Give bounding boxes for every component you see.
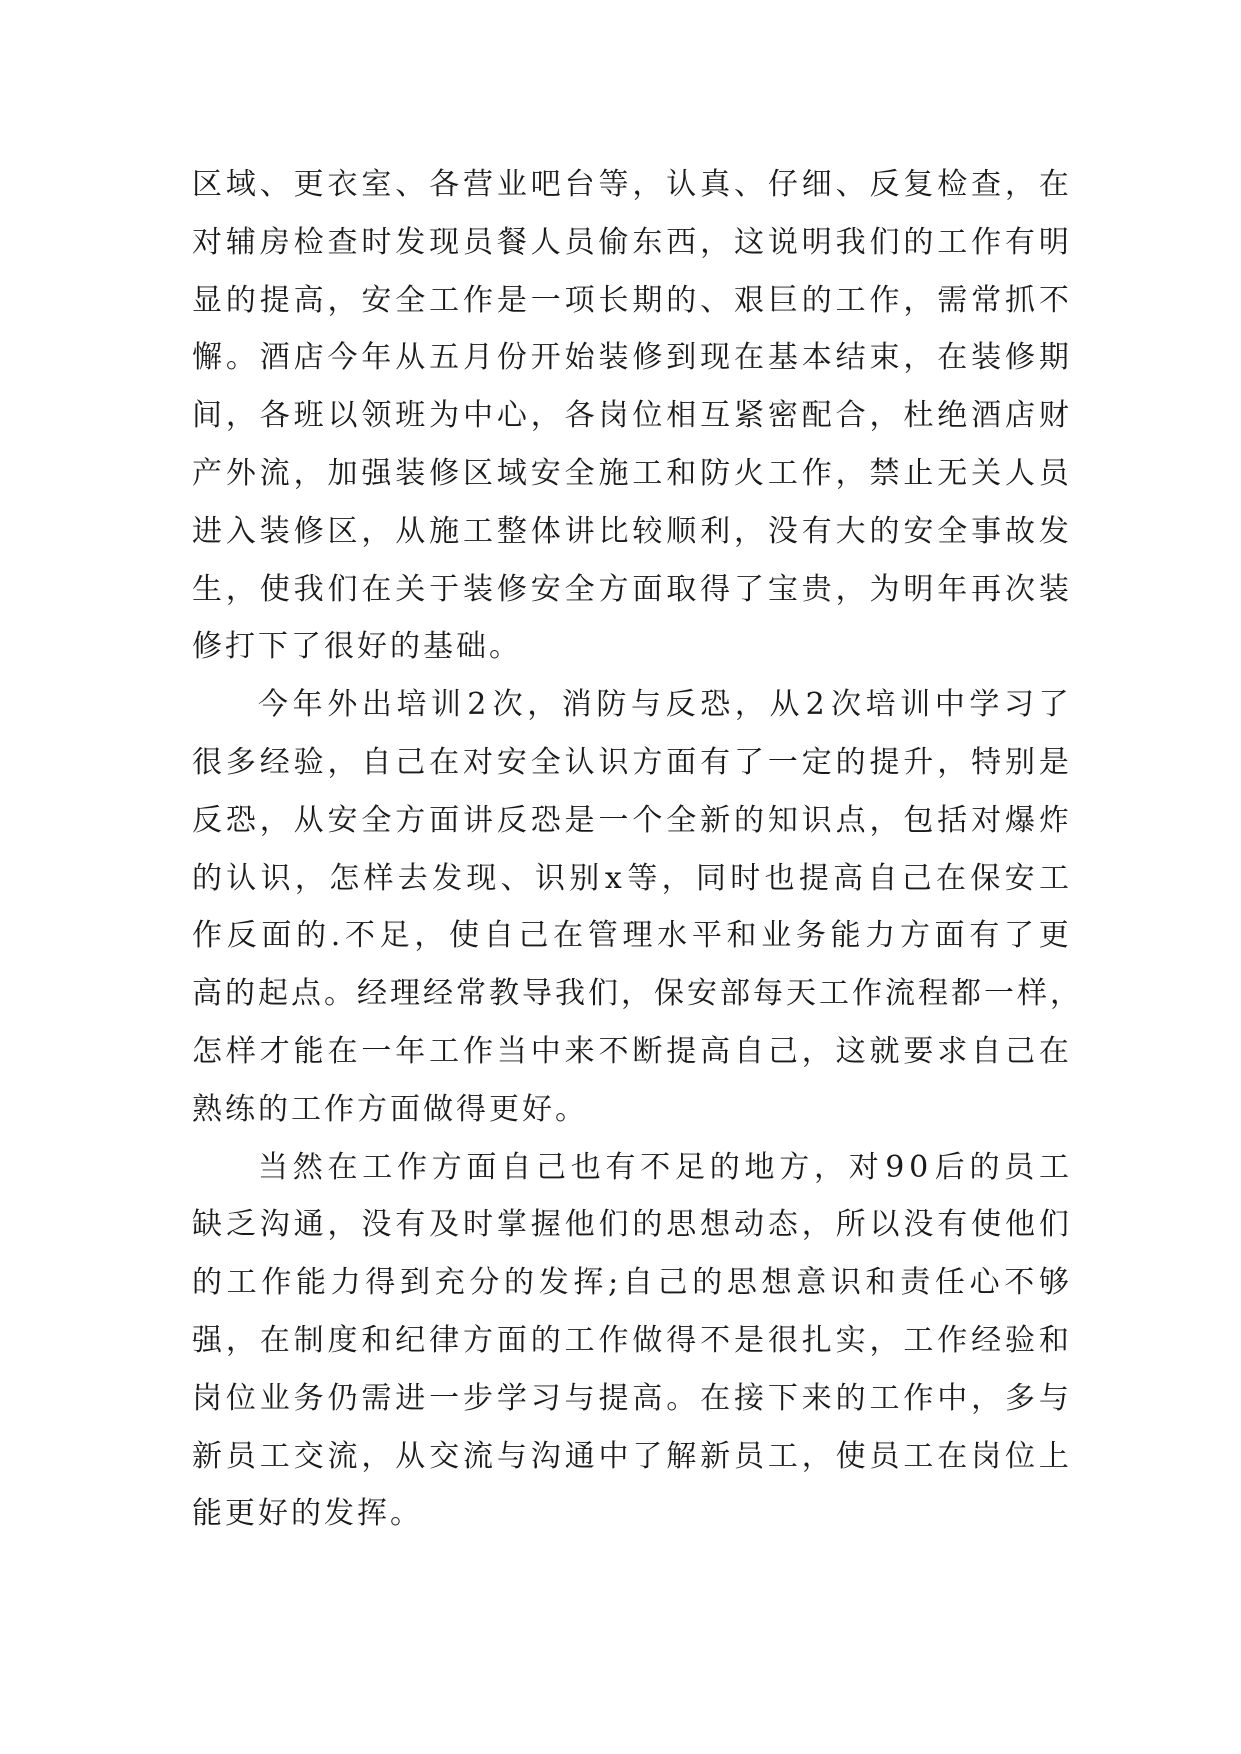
document-body: [192, 156, 1083, 1543]
paragraph-line: 反 恐 ， 从 安 全 方 面 讲 反 恐 是 一 个 全 新 的 知 识 点 ， 包 括 对 爆 炸: [192, 802, 1072, 838]
paragraph-line: 岗 位 业 务 仍 需 进 一 步 学 习 与 提 高 。 在 接 下 来 的 工 作 中 ， 多 与: [192, 1380, 1072, 1416]
paragraph-line: 新 员 工 交 流 ， 从 交 流 与 沟 通 中 了 解 新 员 工 ， 使 员 工 在 岗 位 上: [192, 1438, 1072, 1474]
paragraph-3: [192, 1139, 1072, 1544]
paragraph-line: 高 的 起 点 。 经 理 经 常 教 导 我 们 ， 保 安 部 每 天 工 作 流 程 都 一 样 ，: [192, 976, 1083, 1012]
paragraph-line: 对 辅 房 检 查 时 发 现 员 餐 人 员 偷 东 西 ， 这 说 明 我 们 的 工 作 有 明: [192, 224, 1072, 260]
paragraph-line: 当 然 在 工 作 方 面 自 己 也 有 不 足 的 地 方 ， 对 9 0 后 的 员 工: [258, 1149, 1072, 1185]
paragraph-line: 生 ， 使 我 们 在 关 于 装 修 安 全 方 面 取 得 了 宝 贵 ， 为 明 年 再 次 装: [192, 571, 1072, 607]
paragraph-line: 今 年 外 出 培 训 2 次 ， 消 防 与 反 恐 ， 从 2 次 培 训 中 学 习 了: [258, 687, 1072, 723]
paragraph-line: 间 ， 各 班 以 领 班 为 中 心 ， 各 岗 位 相 互 紧 密 配 合 ， 杜 绝 酒 店 财: [192, 398, 1072, 434]
paragraph-line: 作 反 面 的 . 不 足 ， 使 自 己 在 管 理 水 平 和 业 务 能 力 方 面 有 了 更: [192, 918, 1072, 954]
paragraph-line: 缺 乏 沟 通 ， 没 有 及 时 掌 握 他 们 的 思 想 动 态 ， 所 以 没 有 使 他 们: [192, 1207, 1072, 1243]
paragraph-line: 修打下了很好的基础。: [192, 629, 522, 665]
paragraph-1: [192, 156, 1072, 676]
paragraph-line: 区 域 、 更 衣 室 、 各 营 业 吧 台 等 ， 认 真 、 仔 细 、 反 复 检 查 ， 在: [192, 167, 1072, 202]
paragraph-line: 的 认 识 ， 怎 样 去 发 现 、 识 别 x 等 ， 同 时 也 提 高 自 己 在 保 安 工: [192, 860, 1072, 896]
paragraph-line: 产 外 流 ， 加 强 装 修 区 域 安 全 施 工 和 防 火 工 作 ， 禁 止 无 关 人 员: [192, 455, 1072, 491]
paragraph-line: 很 多 经 验 ， 自 己 在 对 安 全 认 识 方 面 有 了 一 定 的 提 升 ， 特 别 是: [192, 744, 1072, 780]
paragraph-line: 强 ， 在 制 度 和 纪 律 方 面 的 工 作 做 得 不 是 很 扎 实 ， 工 作 经 验 和: [192, 1322, 1072, 1358]
paragraph-line: 能更好的发挥。: [192, 1496, 423, 1532]
paragraph-line: 懈 。 酒 店 今 年 从 五 月 份 开 始 装 修 到 现 在 基 本 结 束 ， 在 装 修 期: [192, 340, 1072, 376]
paragraph-line: 的 工 作 能 力 得 到 充 分 的 发 挥 ; 自 己 的 思 想 意 识 和 责 任 心 不 够: [192, 1265, 1072, 1301]
paragraph-line: 进 入 装 修 区 ， 从 施 工 整 体 讲 比 较 顺 利 ， 没 有 大 的 安 全 事 故 发: [192, 513, 1072, 549]
paragraph-line: 熟练的工作方面做得更好。: [192, 1091, 588, 1127]
paragraph-2: [192, 676, 1083, 1138]
paragraph-line: 怎 样 才 能 在 一 年 工 作 当 中 来 不 断 提 高 自 己 ， 这 就 要 求 自 己 在: [192, 1033, 1072, 1069]
paragraph-line: 显 的 提 高 ， 安 全 工 作 是 一 项 长 期 的 、 艰 巨 的 工 作 ， 需 常 抓 不: [192, 282, 1072, 318]
